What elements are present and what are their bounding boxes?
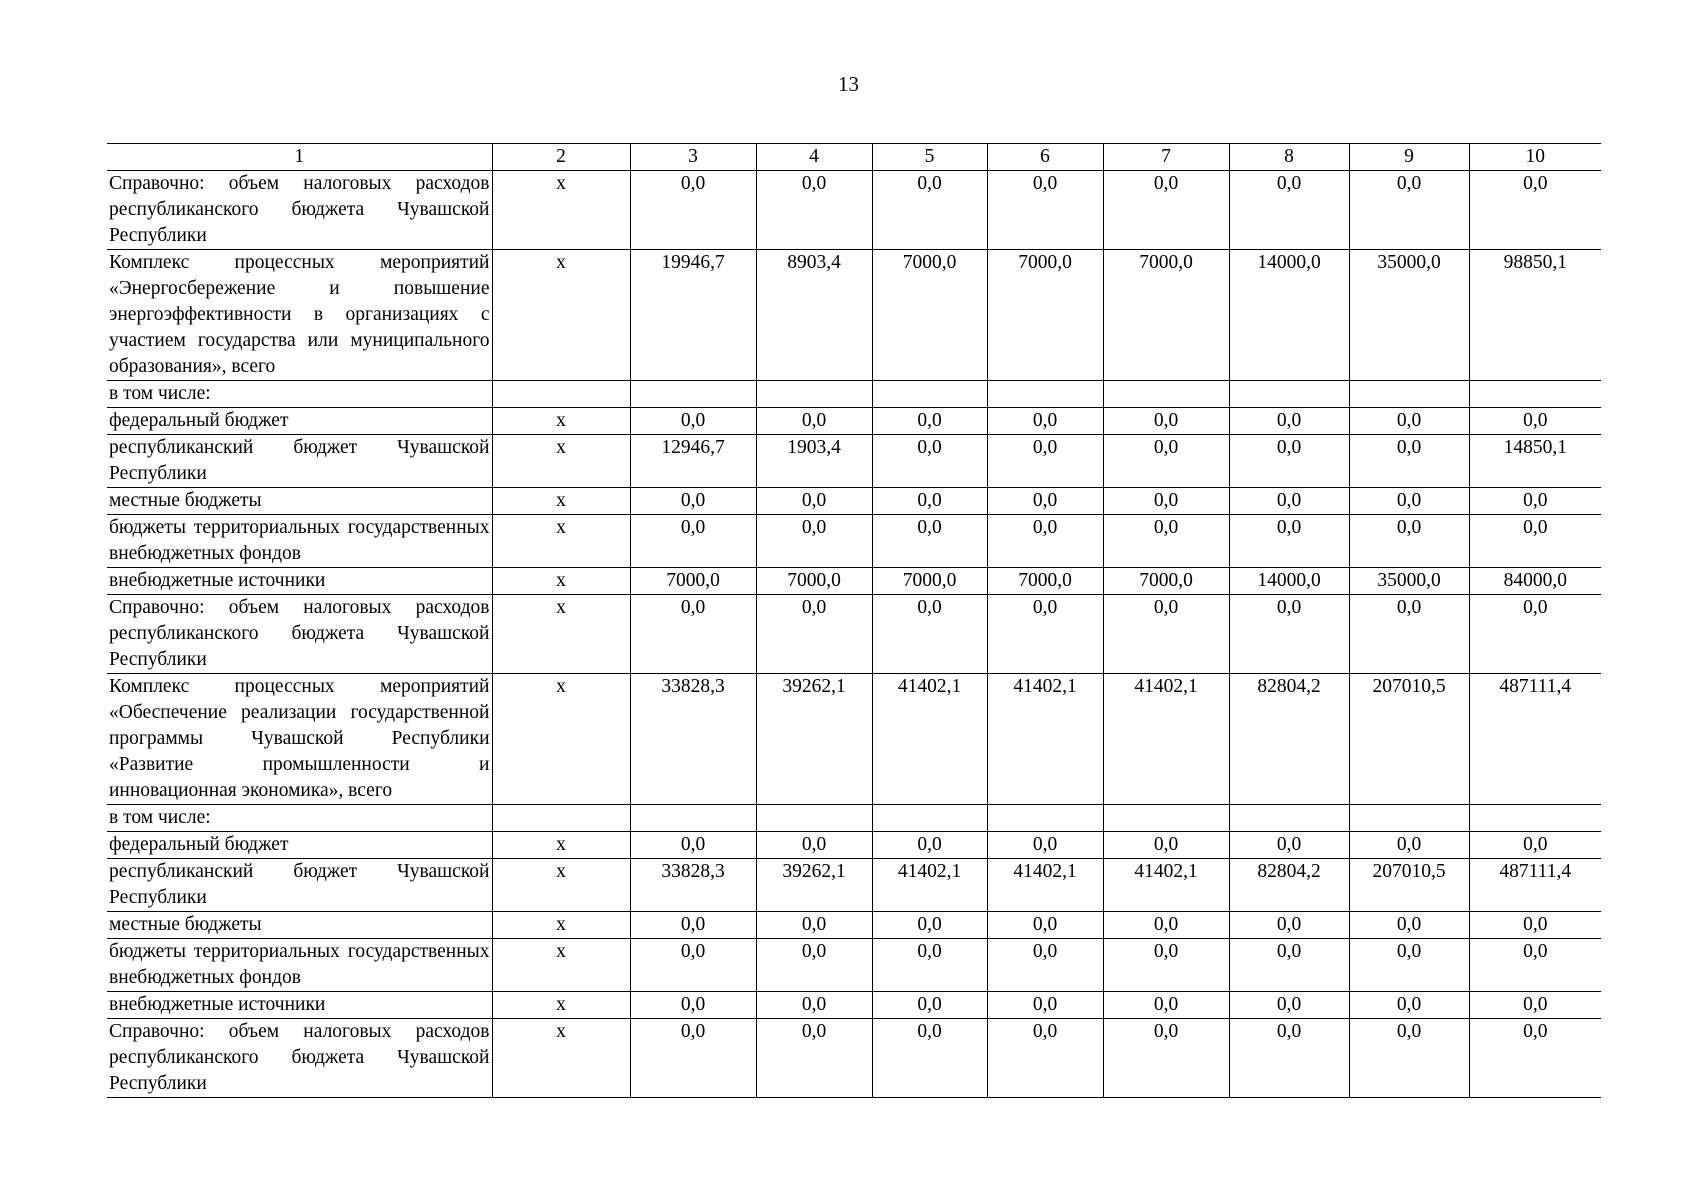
value-cell-col-7: 0,0 (1103, 515, 1229, 568)
page-number: 13 (838, 72, 859, 96)
value-cell-col-5: 0,0 (872, 408, 987, 435)
table-row (107, 515, 1601, 568)
value-cell-col-10: 0,0 (1469, 515, 1601, 568)
column-header-1: 1 (107, 144, 492, 171)
row-code: х (492, 1019, 630, 1098)
value-cell-col-8 (1229, 381, 1349, 408)
value-cell-col-5: 41402,1 (872, 674, 987, 805)
value-cell-col-4: 0,0 (756, 912, 872, 939)
value-cell-col-5: 0,0 (872, 595, 987, 674)
value-cell-col-5: 7000,0 (872, 568, 987, 595)
column-header-5: 5 (872, 144, 987, 171)
row-label: Комплекс процессных мероприятий «Обеспечение реализации государственной программы Чувашской Республики «Развитие промышленности и инновационная экономика», всего (107, 674, 492, 805)
value-cell-col-3: 0,0 (630, 595, 756, 674)
value-cell-col-10: 98850,1 (1469, 250, 1601, 381)
value-cell-col-5: 0,0 (872, 515, 987, 568)
row-label: в том числе: (107, 381, 492, 408)
value-cell-col-9: 35000,0 (1349, 568, 1469, 595)
value-cell-col-10 (1469, 805, 1601, 832)
value-cell-col-9: 0,0 (1349, 992, 1469, 1019)
value-cell-col-4: 0,0 (756, 939, 872, 992)
column-header-4: 4 (756, 144, 872, 171)
table-row (107, 1019, 1601, 1098)
value-cell-col-7: 0,0 (1103, 171, 1229, 250)
value-cell-col-3: 33828,3 (630, 674, 756, 805)
value-cell-col-4: 1903,4 (756, 435, 872, 488)
value-cell-col-6 (987, 805, 1103, 832)
value-cell-col-7: 0,0 (1103, 408, 1229, 435)
value-cell-col-6: 41402,1 (987, 674, 1103, 805)
row-code: х (492, 515, 630, 568)
value-cell-col-4 (756, 805, 872, 832)
value-cell-col-6: 0,0 (987, 408, 1103, 435)
value-cell-col-5: 7000,0 (872, 250, 987, 381)
value-cell-col-10: 487111,4 (1469, 674, 1601, 805)
row-label: республиканский бюджет Чувашской Республики (107, 859, 492, 912)
value-cell-col-3: 33828,3 (630, 859, 756, 912)
value-cell-col-4: 0,0 (756, 171, 872, 250)
table-row (107, 832, 1601, 859)
value-cell-col-8: 82804,2 (1229, 859, 1349, 912)
value-cell-col-10: 487111,4 (1469, 859, 1601, 912)
value-cell-col-7 (1103, 381, 1229, 408)
value-cell-col-7: 0,0 (1103, 488, 1229, 515)
value-cell-col-5 (872, 381, 987, 408)
value-cell-col-6: 0,0 (987, 435, 1103, 488)
row-label: местные бюджеты (107, 488, 492, 515)
value-cell-col-7: 0,0 (1103, 435, 1229, 488)
value-cell-col-7: 0,0 (1103, 939, 1229, 992)
value-cell-col-4: 39262,1 (756, 859, 872, 912)
value-cell-col-6: 0,0 (987, 939, 1103, 992)
value-cell-col-3: 0,0 (630, 832, 756, 859)
row-code: х (492, 674, 630, 805)
value-cell-col-10: 0,0 (1469, 488, 1601, 515)
value-cell-col-8: 0,0 (1229, 595, 1349, 674)
row-code: х (492, 435, 630, 488)
value-cell-col-3: 0,0 (630, 912, 756, 939)
value-cell-col-4: 8903,4 (756, 250, 872, 381)
value-cell-col-9: 0,0 (1349, 515, 1469, 568)
column-header-10: 10 (1469, 144, 1601, 171)
value-cell-col-6: 0,0 (987, 515, 1103, 568)
row-label: Справочно: объем налоговых расходов республиканского бюджета Чувашской Республики (107, 595, 492, 674)
value-cell-col-10 (1469, 381, 1601, 408)
value-cell-col-7: 0,0 (1103, 595, 1229, 674)
row-code: х (492, 488, 630, 515)
value-cell-col-6: 0,0 (987, 832, 1103, 859)
value-cell-col-4: 39262,1 (756, 674, 872, 805)
table-row (107, 488, 1601, 515)
value-cell-col-10: 0,0 (1469, 1019, 1601, 1098)
value-cell-col-8: 0,0 (1229, 515, 1349, 568)
value-cell-col-7: 7000,0 (1103, 250, 1229, 381)
value-cell-col-6 (987, 381, 1103, 408)
value-cell-col-5: 0,0 (872, 832, 987, 859)
value-cell-col-5: 0,0 (872, 939, 987, 992)
row-code: х (492, 859, 630, 912)
value-cell-col-7: 0,0 (1103, 912, 1229, 939)
value-cell-col-9: 0,0 (1349, 408, 1469, 435)
value-cell-col-9 (1349, 381, 1469, 408)
row-code: х (492, 250, 630, 381)
value-cell-col-6: 0,0 (987, 912, 1103, 939)
value-cell-col-10: 0,0 (1469, 171, 1601, 250)
value-cell-col-5 (872, 805, 987, 832)
value-cell-col-4: 0,0 (756, 595, 872, 674)
value-cell-col-4: 0,0 (756, 515, 872, 568)
column-header-7: 7 (1103, 144, 1229, 171)
value-cell-col-6: 0,0 (987, 1019, 1103, 1098)
table-header (107, 144, 1601, 171)
value-cell-col-8: 0,0 (1229, 488, 1349, 515)
value-cell-col-9: 207010,5 (1349, 859, 1469, 912)
row-code: х (492, 912, 630, 939)
row-code: х (492, 939, 630, 992)
value-cell-col-8: 14000,0 (1229, 568, 1349, 595)
header-row (107, 144, 1601, 171)
value-cell-col-6: 41402,1 (987, 859, 1103, 912)
value-cell-col-10: 14850,1 (1469, 435, 1601, 488)
value-cell-col-4: 0,0 (756, 1019, 872, 1098)
row-label: в том числе: (107, 805, 492, 832)
value-cell-col-8: 0,0 (1229, 408, 1349, 435)
value-cell-col-5: 0,0 (872, 488, 987, 515)
value-cell-col-5: 41402,1 (872, 859, 987, 912)
row-label: внебюджетные источники (107, 992, 492, 1019)
value-cell-col-7: 0,0 (1103, 1019, 1229, 1098)
table-row (107, 381, 1601, 408)
value-cell-col-9: 0,0 (1349, 912, 1469, 939)
value-cell-col-8: 0,0 (1229, 171, 1349, 250)
value-cell-col-10: 0,0 (1469, 595, 1601, 674)
value-cell-col-3: 12946,7 (630, 435, 756, 488)
column-header-3: 3 (630, 144, 756, 171)
value-cell-col-5: 0,0 (872, 992, 987, 1019)
row-code: х (492, 992, 630, 1019)
value-cell-col-5: 0,0 (872, 912, 987, 939)
value-cell-col-3: 0,0 (630, 992, 756, 1019)
value-cell-col-7: 7000,0 (1103, 568, 1229, 595)
table-row (107, 912, 1601, 939)
column-header-8: 8 (1229, 144, 1349, 171)
value-cell-col-9: 0,0 (1349, 1019, 1469, 1098)
value-cell-col-9 (1349, 805, 1469, 832)
value-cell-col-3: 0,0 (630, 939, 756, 992)
value-cell-col-3: 7000,0 (630, 568, 756, 595)
value-cell-col-9: 0,0 (1349, 595, 1469, 674)
row-label: бюджеты территориальных государственных внебюджетных фондов (107, 515, 492, 568)
row-code (492, 381, 630, 408)
value-cell-col-9: 0,0 (1349, 435, 1469, 488)
value-cell-col-3: 0,0 (630, 488, 756, 515)
value-cell-col-4 (756, 381, 872, 408)
value-cell-col-9: 0,0 (1349, 171, 1469, 250)
table-row (107, 435, 1601, 488)
table-row (107, 595, 1601, 674)
row-code: х (492, 832, 630, 859)
column-header-9: 9 (1349, 144, 1469, 171)
table-row (107, 859, 1601, 912)
value-cell-col-4: 0,0 (756, 488, 872, 515)
value-cell-col-3: 0,0 (630, 171, 756, 250)
row-code: х (492, 595, 630, 674)
value-cell-col-3: 0,0 (630, 1019, 756, 1098)
value-cell-col-3: 0,0 (630, 408, 756, 435)
value-cell-col-5: 0,0 (872, 171, 987, 250)
row-label: бюджеты территориальных государственных внебюджетных фондов (107, 939, 492, 992)
value-cell-col-6: 7000,0 (987, 250, 1103, 381)
row-label: федеральный бюджет (107, 832, 492, 859)
row-label: Комплекс процессных мероприятий «Энергосбережение и повышение энергоэффективности в организациях с участием государства или муниципального образования», всего (107, 250, 492, 381)
value-cell-col-8: 0,0 (1229, 912, 1349, 939)
value-cell-col-10: 0,0 (1469, 832, 1601, 859)
value-cell-col-6: 0,0 (987, 488, 1103, 515)
value-cell-col-3 (630, 805, 756, 832)
value-cell-col-8: 82804,2 (1229, 674, 1349, 805)
row-label: внебюджетные источники (107, 568, 492, 595)
value-cell-col-3: 19946,7 (630, 250, 756, 381)
value-cell-col-10: 0,0 (1469, 992, 1601, 1019)
value-cell-col-8: 0,0 (1229, 832, 1349, 859)
value-cell-col-8: 0,0 (1229, 939, 1349, 992)
value-cell-col-10: 84000,0 (1469, 568, 1601, 595)
value-cell-col-9: 0,0 (1349, 488, 1469, 515)
row-label: республиканский бюджет Чувашской Республики (107, 435, 492, 488)
table-row (107, 568, 1601, 595)
value-cell-col-4: 7000,0 (756, 568, 872, 595)
table-row (107, 674, 1601, 805)
value-cell-col-8 (1229, 805, 1349, 832)
value-cell-col-4: 0,0 (756, 992, 872, 1019)
value-cell-col-7: 0,0 (1103, 992, 1229, 1019)
row-label: Справочно: объем налоговых расходов республиканского бюджета Чувашской Республики (107, 171, 492, 250)
value-cell-col-9: 35000,0 (1349, 250, 1469, 381)
table-body (107, 171, 1601, 1098)
value-cell-col-9: 0,0 (1349, 939, 1469, 992)
table-row (107, 805, 1601, 832)
value-cell-col-4: 0,0 (756, 832, 872, 859)
value-cell-col-8: 14000,0 (1229, 250, 1349, 381)
value-cell-col-6: 7000,0 (987, 568, 1103, 595)
value-cell-col-4: 0,0 (756, 408, 872, 435)
value-cell-col-7: 41402,1 (1103, 674, 1229, 805)
row-code: х (492, 408, 630, 435)
value-cell-col-10: 0,0 (1469, 939, 1601, 992)
value-cell-col-6: 0,0 (987, 992, 1103, 1019)
value-cell-col-7 (1103, 805, 1229, 832)
value-cell-col-6: 0,0 (987, 171, 1103, 250)
row-label: Справочно: объем налоговых расходов республиканского бюджета Чувашской Республики (107, 1019, 492, 1098)
row-code: х (492, 568, 630, 595)
value-cell-col-3: 0,0 (630, 515, 756, 568)
row-label: федеральный бюджет (107, 408, 492, 435)
value-cell-col-3 (630, 381, 756, 408)
value-cell-col-10: 0,0 (1469, 408, 1601, 435)
value-cell-col-8: 0,0 (1229, 435, 1349, 488)
value-cell-col-9: 207010,5 (1349, 674, 1469, 805)
table-row (107, 408, 1601, 435)
table-row (107, 250, 1601, 381)
table-row (107, 992, 1601, 1019)
value-cell-col-7: 0,0 (1103, 832, 1229, 859)
column-header-6: 6 (987, 144, 1103, 171)
row-label: местные бюджеты (107, 912, 492, 939)
value-cell-col-7: 41402,1 (1103, 859, 1229, 912)
table-row (107, 939, 1601, 992)
budget-table (107, 143, 1601, 1098)
value-cell-col-6: 0,0 (987, 595, 1103, 674)
value-cell-col-9: 0,0 (1349, 832, 1469, 859)
column-header-2: 2 (492, 144, 630, 171)
value-cell-col-5: 0,0 (872, 1019, 987, 1098)
row-code: х (492, 171, 630, 250)
table-row (107, 171, 1601, 250)
value-cell-col-5: 0,0 (872, 435, 987, 488)
row-code (492, 805, 630, 832)
value-cell-col-8: 0,0 (1229, 1019, 1349, 1098)
value-cell-col-10: 0,0 (1469, 912, 1601, 939)
value-cell-col-8: 0,0 (1229, 992, 1349, 1019)
